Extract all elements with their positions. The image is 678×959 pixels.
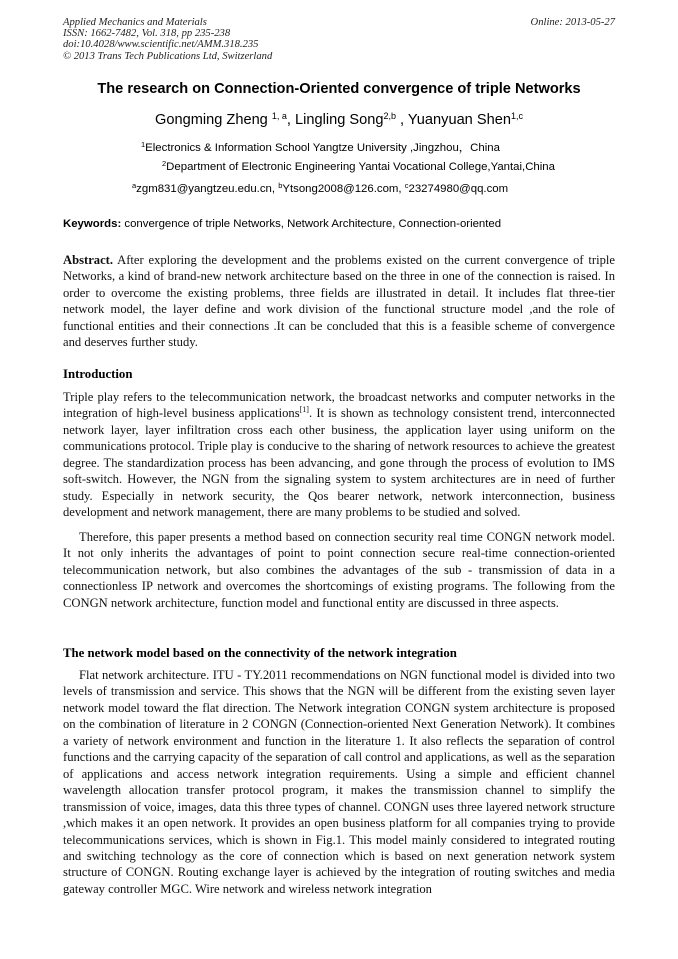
author-affiliation-mark: 2,b	[383, 111, 396, 121]
email-link[interactable]: 23274980@qq.com	[408, 183, 509, 195]
online-date: Online: 2013-05-27	[530, 17, 615, 28]
doi-line: doi:10.4028/www.scientific.net/AMM.318.235	[63, 39, 259, 51]
introduction-paragraph-1	[63, 389, 615, 521]
email-link[interactable]: Ytsong2008@126.com,	[282, 183, 405, 195]
section-heading-introduction: Introduction	[63, 367, 133, 381]
abstract-label: Abstract.	[63, 253, 114, 267]
author-emails	[0, 183, 678, 195]
email-link[interactable]: zgm831@yangtzeu.edu.cn,	[136, 183, 279, 195]
copyright-line: © 2013 Trans Tech Publications Ltd, Switzerland	[63, 50, 273, 62]
affiliation-text: Department of Electronic Engineering Yantai Vocational College,Yantai,China	[166, 161, 555, 173]
author-name: Gongming Zheng	[155, 112, 268, 128]
keywords-text: convergence of triple Networks, Network Architecture, Connection-oriented	[121, 218, 502, 230]
paper-title: The research on Connection-Oriented convergence of triple Networks	[97, 81, 581, 97]
author-separator: ,	[286, 112, 295, 128]
author-name: Lingling Song	[295, 112, 384, 128]
affiliation-1	[0, 139, 678, 155]
journal-header	[63, 17, 615, 62]
author-affiliation-mark: 1, a	[271, 111, 287, 121]
author-affiliation-mark: 1,c	[510, 111, 523, 121]
network-model-paragraph: Flat network architecture. ITU - TY.2011 recommendations on NGN functional model is divided into two levels of transmission and service. This shows that the NGN will be different from the existing seven layer network model toward the flat direction. The Network integration CONGN system architecture is proposed on the combination of literature in 2 CONGN (Connection-oriented Next Generation Network). It combines a variety of network environment and function in the literature 1. It also reflects the separation of control functions and the carrying capacity of the separation of call control and applications, as well as the separation of applications and access network integration requirements. Using a simple and efficient channel wavelength allocation transfer protocol program, it makes the transmission channel to simplify the transmission of voice, images, data this three types of channel. CONGN uses three layered network structure ,which makes it an open network. It provides an open business platform for all companies trying to provide telecommunications services, which is shown in Fig.1. This model mainly considered to integrated routing and switching technology as the core of connection which is based on next generation network system structure of CONGN. Routing exchange layer is achieved by the integration of routing switches and media gateway controller MGC. Wire network and wireless network integration	[63, 668, 615, 896]
citation-ref[interactable]: [1]	[299, 405, 309, 415]
affiliation-2	[0, 161, 678, 173]
email-mark: b	[278, 181, 283, 190]
paragraph-text: Triple play refers to the telecommunication network, the broadcast networks and computer networks in the integration of high-level business applications	[63, 390, 615, 421]
section-heading-network-model: The network model based on the connectivity of the network integration	[63, 646, 457, 660]
affiliation-mark: 1	[141, 140, 146, 149]
email-mark: a	[132, 181, 137, 190]
keywords-label: Keywords:	[63, 218, 122, 230]
affiliation-mark: 2	[162, 159, 167, 168]
introduction-paragraph-2: Therefore, this paper presents a method based on connection security real time CONGN network model. It not only inherits the advantages of point to point connection secure real-time connection-oriented telecommunication network, but also combines the advantages of the sub - transmission of data in a connectionless IP network and overcomes the shortcomings of existing programs. The following from the CONGN network architecture, function model and functional entity are discussed in three aspects.	[63, 530, 615, 610]
email-mark: c	[404, 181, 409, 190]
journal-name: Applied Mechanics and Materials	[63, 17, 207, 28]
author-separator: ,	[395, 112, 408, 128]
abstract-text: After exploring the development and the problems existed on the current convergence of triple Networks, a kind of brand-new network architecture based on the three in one of the connection is raised. In order to overcome the existing problems, three fields are illustrated in detail. It includes flat three-tier network model, the layer define and work division of the functional structure model ,and the role of functional entities and their connections .It can be concluded that this is a feasible scheme of convergence and deserves further study.	[63, 253, 615, 350]
abstract-paragraph	[63, 252, 615, 351]
author-name: Yuanyuan Shen	[407, 112, 511, 128]
paragraph-text: . It is shown as technology consistent trend, interconnected network layer, layer infiltration cross each other business, the application layer using uniform on the communications protocol. Triple play is conducive to the sharing of network resources to achieve the greatest degree. The standardization process has been advancing, and gone through the process of evolution to IMS soft-switch. However, the NGN from the signaling system to system architectures are in need of further study. Especially in network security, the Qos bearer network, network interconnection, business development and network management, there are many problems to be studied and solved.	[63, 406, 615, 520]
affiliation-text: Electronics & Information School Yangtze University ,Jingzhou，China	[145, 142, 500, 154]
issn-line: ISSN: 1662-7482, Vol. 318, pp 235-238	[63, 28, 231, 40]
keywords-line	[63, 218, 623, 230]
author-list	[30, 112, 648, 128]
